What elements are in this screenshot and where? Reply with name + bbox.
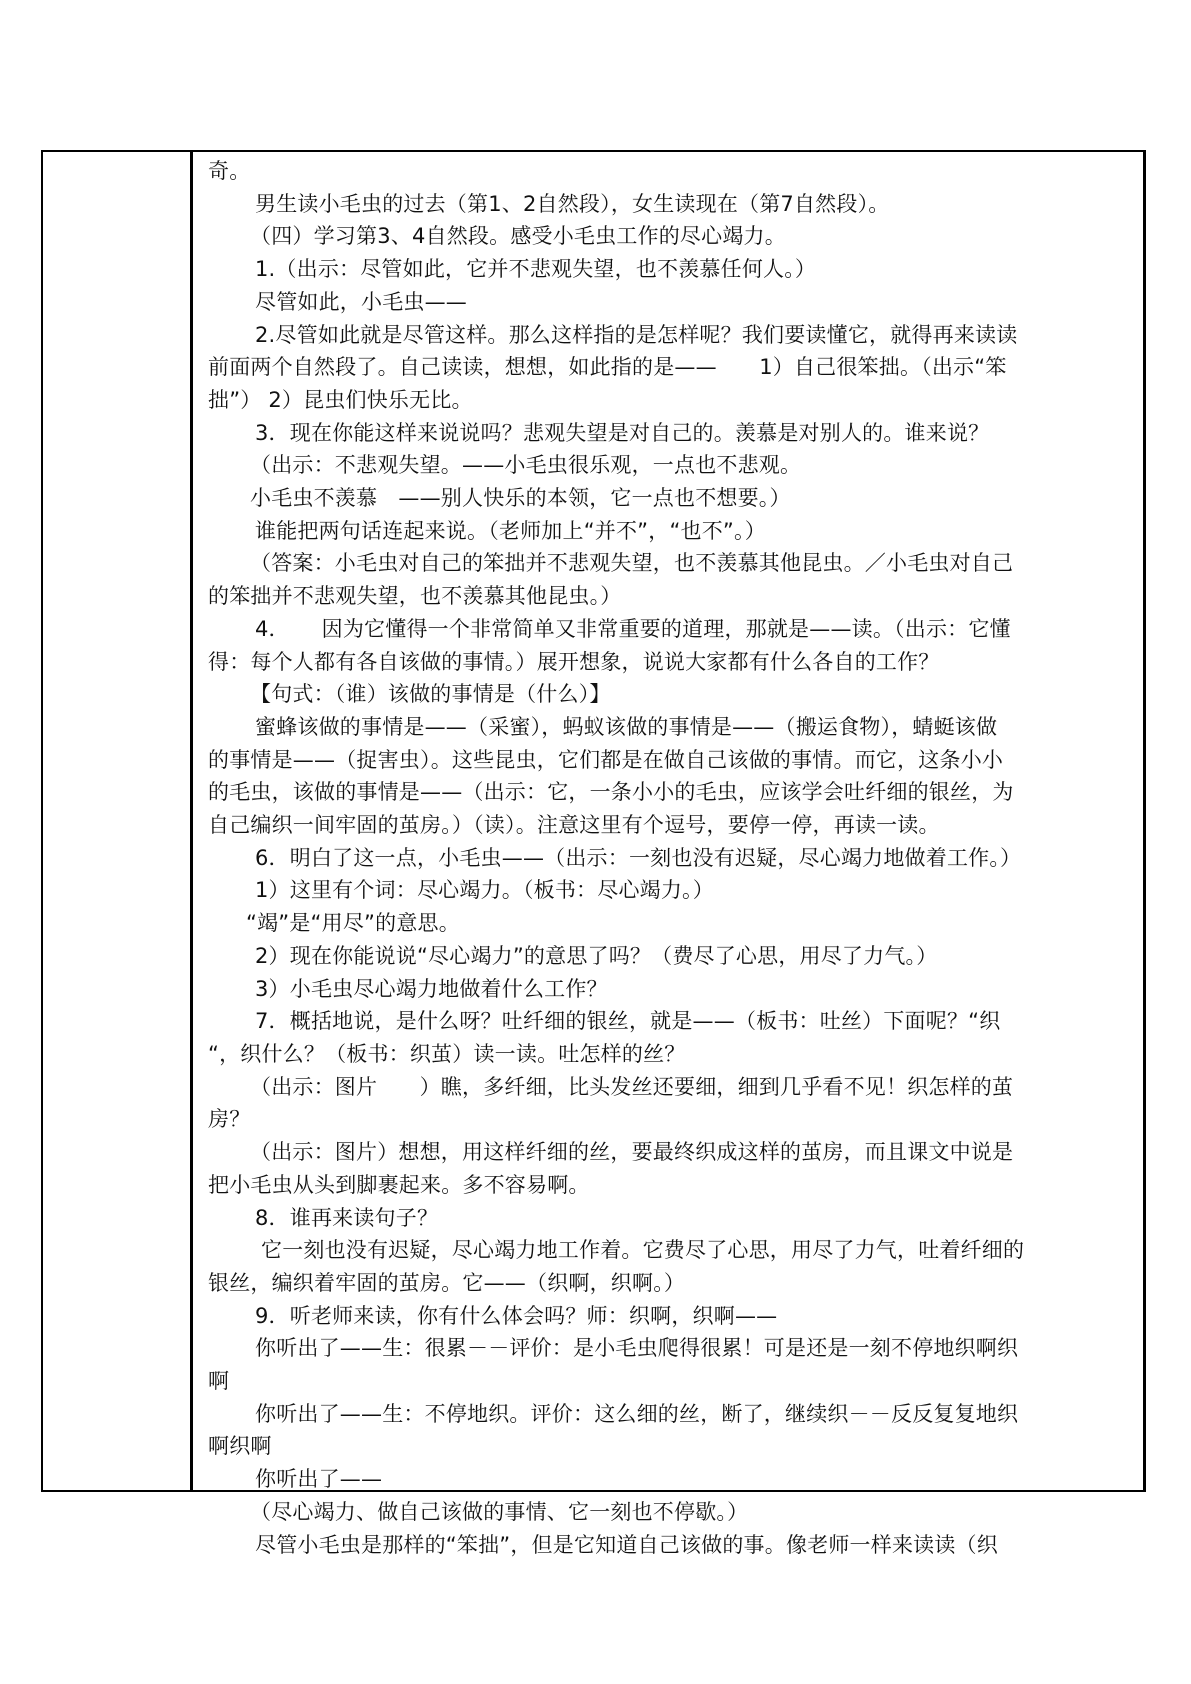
text-line: 前面两个自然段了。自己读读，想想，如此指的是—— 1）自己很笨拙。（出示“笨 xyxy=(208,355,1007,380)
text-line: 男生读小毛虫的过去（第1、2自然段），女生读现在（第7自然段）。 xyxy=(255,191,890,216)
text-lines xyxy=(208,155,1130,1561)
lesson-table xyxy=(41,150,1146,1557)
text-line: 自己编织一间牢固的茧房。）（读）。注意这里有个逗号，要停一停，再读一读。 xyxy=(208,813,940,838)
lesson-content-cell xyxy=(208,155,1130,1557)
text-line: 小毛虫不羡慕 ——别人快乐的本领，它一点也不想要。） xyxy=(250,486,791,511)
text-line: 尽管小毛虫是那样的“笨拙”，但是它知道自己该做的事。像老师一样来读读（织 xyxy=(255,1532,998,1557)
text-line: 的事情是——（捉害虫）。这些昆虫，它们都是在做自己该做的事情。而它，这条小小 xyxy=(208,747,1004,772)
text-line: 【句式：（谁）该做的事情是（什么）】 xyxy=(250,682,611,707)
text-line: 尽管如此，小毛虫—— xyxy=(255,289,467,314)
table-left-column xyxy=(43,152,193,1490)
text-line: 啊织啊 xyxy=(208,1434,272,1459)
text-line: （尽心竭力、做自己该做的事情、它一刻也不停歇。） xyxy=(250,1499,749,1524)
text-line: 9．听老师来读，你有什么体会吗？师：织啊，织啊—— xyxy=(255,1303,778,1328)
text-line: （答案：小毛虫对自己的笨拙并不悲观失望，也不羡慕其他昆虫。／小毛虫对自己 xyxy=(250,551,1014,576)
text-line: 4． 因为它懂得一个非常简单又非常重要的道理，那就是——读。（出示：它懂 xyxy=(255,616,1011,641)
text-line: 3．现在你能这样来说说吗？悲观失望是对自己的。羡慕是对别人的。谁来说？ xyxy=(255,420,990,445)
text-line: （出示：图片）想想，用这样纤细的丝，要最终织成这样的茧房，而且课文中说是 xyxy=(250,1140,1014,1165)
text-line: 8．谁再来读句子？ xyxy=(255,1205,439,1230)
text-line: （出示：不悲观失望。——小毛虫很乐观，一点也不悲观。 xyxy=(250,453,802,478)
text-line: 它一刻也没有迟疑，尽心竭力地工作着。它费尽了心思，用尽了力气，吐着纤细的 xyxy=(261,1238,1025,1263)
text-line: 啊 xyxy=(208,1369,230,1394)
text-line: 6．明白了这一点，小毛虫——（出示：一刻也没有迟疑，尽心竭力地做着工作。） xyxy=(255,845,1022,870)
text-line: （出示：图片 ）瞧，多纤细，比头发丝还要细，细到几乎看不见！织怎样的茧 xyxy=(250,1074,1014,1099)
text-line: 你听出了——生：很累－－评价：是小毛虫爬得很累！可是还是一刻不停地织啊织 xyxy=(255,1336,1019,1361)
text-line: 你听出了——生：不停地织。评价：这么细的丝，断了，继续织－－反反复复地织 xyxy=(255,1401,1019,1426)
text-line: 2）现在你能说说“尽心竭力”的意思了吗？（费尽了心思，用尽了力气。） xyxy=(255,943,938,968)
text-line: 3）小毛虫尽心竭力地做着什么工作？ xyxy=(255,976,608,1001)
text-line: “，织什么？（板书：织茧）读一读。吐怎样的丝？ xyxy=(208,1041,686,1066)
text-line: 拙”） 2）昆虫们快乐无比。 xyxy=(208,387,473,412)
text-line: 奇。 xyxy=(208,159,251,183)
text-line: 你听出了—— xyxy=(255,1467,383,1492)
text-line: 把小毛虫从头到脚裹起来。多不容易啊。 xyxy=(208,1172,590,1197)
text-line: 1.（出示：尽管如此，它并不悲观失望，也不羡慕任何人。） xyxy=(255,257,817,282)
text-line: 7．概括地说，是什么呀？吐纤细的银丝，就是——（板书：吐丝）下面呢？“织 xyxy=(255,1009,1001,1034)
text-line: “竭”是“用尽”的意思。 xyxy=(246,911,460,936)
text-line: 的毛虫，该做的事情是——（出示：它，一条小小的毛虫，应该学会吐纤细的银丝，为 xyxy=(208,780,1014,805)
text-line: 谁能把两句话连起来说。（老师加上“并不”，“也不”。） xyxy=(255,518,766,543)
text-line: 1）这里有个词：尽心竭力。（板书：尽心竭力。） xyxy=(255,878,714,903)
text-line: 蜜蜂该做的事情是——（采蜜），蚂蚁该做的事情是——（搬运食物），蜻蜓该做 xyxy=(255,714,998,739)
text-line: 2.尽管如此就是尽管这样。那么这样指的是怎样呢？我们要读懂它，就得再来读读 xyxy=(255,322,1018,347)
text-line: 得：每个人都有各自该做的事情。）展开想象，说说大家都有什么各自的工作？ xyxy=(208,649,940,674)
text-line: 银丝，编织着牢固的茧房。它——（织啊，织啊。） xyxy=(208,1270,686,1295)
text-line: 的笨拙并不悲观失望，也不羡慕其他昆虫。） xyxy=(208,584,622,609)
text-line: （四）学习第3、4自然段。感受小毛虫工作的尽心竭力。 xyxy=(250,224,786,249)
text-line: 房？ xyxy=(208,1107,251,1132)
